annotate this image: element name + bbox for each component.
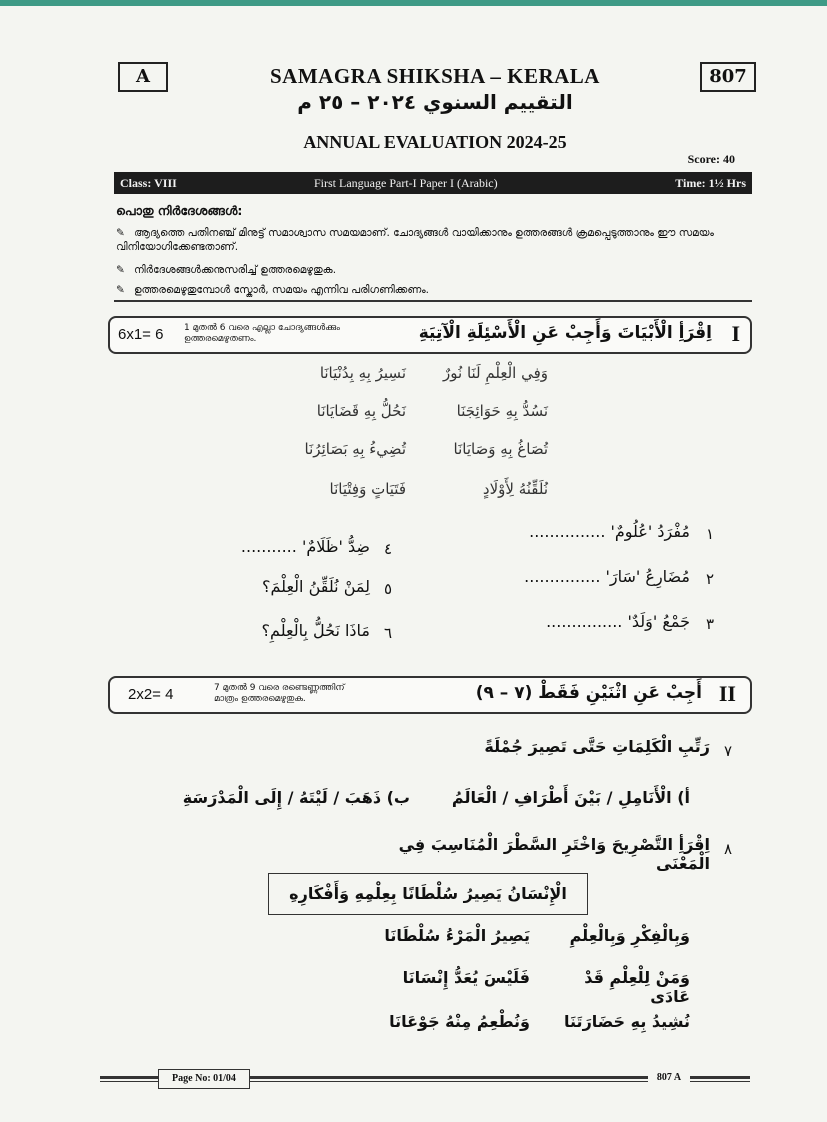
question-number: ٢: [706, 570, 715, 588]
exam-title: ANNUAL EVALUATION 2024-25: [303, 132, 567, 152]
footer-paper-code: 807 A: [648, 1069, 690, 1087]
boxed-sentence: الْإِنْسَانُ يَصِيرُ سُلْطَانًا بِعِلْمِهِ وَأَفْكَارِهِ: [268, 873, 588, 915]
section-1-number: I: [731, 321, 740, 346]
question-number: ٤: [384, 540, 393, 558]
instruction-item: ✎ ആദ്യത്തെ പതിനഞ്ച് മിനുട്ട് സമാശ്വാസ സമയമാണ്. ചോദ്യങ്ങൾ വായിക്കാനും ഉത്തരങ്ങൾ ക്രമപ്പെടുത്താനും ഈ സമയം വിനിയോഗിക്കേണ്ടതാണ്.: [116, 227, 714, 253]
question-number: ٣: [706, 615, 715, 633]
question-text: ضِدُّ 'ظَلَامٌ' ...........: [240, 537, 370, 556]
question-number: ٧: [724, 742, 733, 760]
section-1-question: اِقْرَأِ الْأَبْيَاتَ وَأَجِبْ عَنِ الْأَسْئِلَةِ الْآتِيَةِ: [418, 323, 712, 343]
poem-line-left: فَتَيَاتٍ وَفِتْيَانَا: [329, 480, 406, 498]
poem-line-right: تُصَاغُ بِهِ وَصَايَانَا: [453, 440, 548, 458]
question-7-option-b: ب) ذَهَبَ / لَيْتَهُ / إِلَى الْمَدْرَسَةِ: [182, 788, 410, 807]
verse-line-right: وَمَنْ لِلْعِلْمِ قَدْ عَادَى: [584, 968, 690, 1006]
poem-line-left: نَحُلُّ بِهِ قَضَايَانَا: [316, 402, 406, 420]
question-number: ٨: [724, 840, 733, 858]
question-text: جَمْعُ 'وَلَدٌ' ...............: [546, 612, 690, 631]
verse-line-left: يَصِيرُ الْمَرْءُ سُلْطَانَا: [384, 926, 530, 945]
question-number: ٥: [384, 580, 393, 598]
section-2-marks: 2x2= 4: [128, 686, 174, 703]
verse-line-left: فَلَيْسَ يُعَدُّ إِنْسَانَا: [402, 968, 530, 987]
question-text: مَاذَا نَحُلُّ بِالْعِلْمِ؟: [261, 621, 370, 640]
section-2-number: II: [718, 681, 736, 706]
pen-icon: ✎: [116, 284, 125, 296]
subject-label: First Language Part-I Paper I (Arabic): [314, 176, 498, 190]
poem-line-left: تُضِيءُ بِهِ بَصَائِرُنَا: [304, 440, 406, 458]
class-label: Class: VIII: [120, 176, 177, 190]
poem-line-right: نَسُدُّ بِهِ حَوَائِجَنَا: [456, 402, 548, 420]
verse-line-left: وَنُطْعِمُ مِنْهُ جَوْعَانَا: [389, 1012, 530, 1031]
poem-line-right: وَفِي الْعِلْمِ لَنَا نُورٌ: [443, 364, 548, 382]
set-code-box: A: [118, 62, 168, 92]
divider: [114, 300, 752, 302]
verse-line-right: نُشِيدُ بِهِ حَضَارَتَنَا: [564, 1012, 690, 1031]
section-2-note: 7 മുതൽ 9 വരെ രണ്ടെണ്ണത്തിന് മാത്രം ഉത്തരമെഴുതുക.: [214, 683, 345, 704]
question-text: مُضَارِعُ 'سَارَ' ...............: [524, 567, 690, 586]
verse-line-right: وَبِالْفِكْرِ وَبِالْعِلْمِ: [569, 926, 690, 945]
section-2-header: [108, 676, 752, 714]
info-bar: [114, 172, 752, 194]
section-1-header: [108, 316, 752, 354]
section-1-marks: 6x1= 6: [118, 326, 164, 343]
question-7-text: رَتِّبِ الْكَلِمَاتِ حَتَّى تَصِيرَ جُمْلَةً: [484, 737, 710, 756]
question-number: ١: [706, 525, 715, 543]
question-text: لِمَنْ نُلَقِّنُ الْعِلْمَ؟: [262, 577, 370, 596]
question-text: مُفْرَدُ 'عُلُومٌ' ...............: [529, 522, 690, 541]
time-label: Time: 1½ Hrs: [675, 176, 746, 190]
general-instructions-title: പൊതു നിർദേശങ്ങൾ:: [116, 203, 243, 218]
organization-title: SAMAGRA SHIKSHA – KERALA: [270, 64, 600, 88]
pen-icon: ✎: [116, 227, 125, 239]
section-1-note: 1 മുതൽ 6 വരെ എല്ലാ ചോദ്യങ്ങൾക്കും ഉത്തരമെഴുതണം.: [184, 323, 340, 344]
page-number: Page No: 01/04: [158, 1069, 250, 1089]
poem-line-right: نُلَقِّنُهُ لِأَوْلَادٍ: [482, 480, 548, 498]
arabic-exam-title: التقييم السنوي ٢٠٢٤ – ٢٥ م: [297, 90, 573, 114]
pen-icon: ✎: [116, 264, 125, 276]
section-2-question: أَجِبْ عَنِ اثْنَيْنِ فَقَطْ (٧ – ٩): [475, 683, 702, 703]
instruction-item: ✎ ഉത്തരമെഴുതുമ്പോൾ സ്കോർ, സമയം എന്നിവ പരിഗണിക്കണം.: [116, 284, 429, 296]
paper-code-box: 807: [700, 62, 756, 92]
instruction-item: ✎ നിർദേശങ്ങൾക്കനുസരിച്ച് ഉത്തരമെഴുതുക.: [116, 264, 337, 276]
score: Score: 40: [687, 152, 735, 166]
question-7-option-a: أ) الْأَنَامِلِ / بَيْنَ أَطْرَافِ / الْعَالَمُ: [451, 788, 690, 807]
question-number: ٦: [384, 624, 393, 642]
question-8-text: اِقْرَأِ التَّصْرِيحَ وَاخْتَرِ السَّطْرَ الْمُنَاسِبَ فِي الْمَعْنَى: [398, 835, 710, 873]
top-border: [0, 0, 827, 6]
poem-line-left: نَسِيرُ بِهِ بِدُنْيَانَا: [319, 364, 406, 382]
